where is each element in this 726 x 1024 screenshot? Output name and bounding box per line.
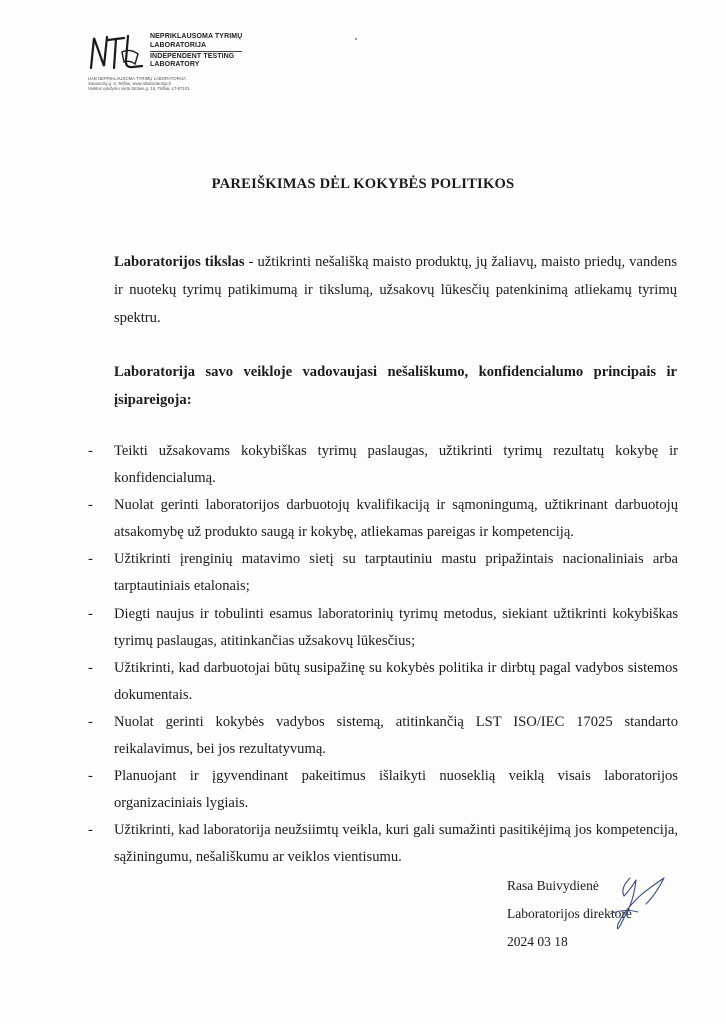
dash-bullet: - [88, 768, 93, 785]
list-item-text: Planuojant ir įgyvendinant pakeitimus išlaikyti nuoseklią veiklą visais laboratorijos organizaciniais lygiais. [114, 768, 678, 812]
list-item-text: Nuolat gerinti kokybės vadybos sistemą, atitinkančią LST ISO/IEC 17025 standarto reikalavimus, bei jos rezultatyvumą. [114, 713, 678, 757]
list-item-text: Užtikrinti, kad laboratorija neužsiimtų veikla, kuri gali sumažinti pasitikėjimą jos kompetencija, sąžiningumu, nešališkumu ar veiklos vientisumu. [114, 822, 678, 866]
company-address [88, 76, 190, 92]
dash-bullet: - [88, 659, 93, 676]
dash-bullet: - [88, 497, 93, 514]
address-line: Savanorių g. 4, Telšiai, www.ntlaboratorija.lt [88, 81, 171, 87]
document-title: PAREIŠKIMAS DĖL KOKYBĖS POLITIKOS [211, 176, 515, 192]
logo-line: LABORATORY [150, 61, 200, 69]
lab-logo [88, 30, 288, 100]
commitment-list [88, 438, 678, 872]
aim-text: - užtikrinti nešališką maisto produktų, jų žaliavų, maisto priedų, vandens ir nuotekų tyrimų patikimumą ir tikslumą, užsakovų lūkesčių patenkinimą atliekamų tyrimų spektru. [114, 254, 677, 326]
list-item [88, 438, 678, 492]
list-item [88, 817, 678, 871]
scan-speck [355, 38, 357, 40]
list-item-text: Diegti naujus ir tobulinti esamus laboratorinių tyrimų metodus, siekiant užtikrinti kokybiškas tyrimų paslaugas, atitinkančias užsakovų lūkesčius; [114, 605, 678, 649]
logo-line: NEPRIKLAUSOMA TYRIMŲ [150, 33, 243, 40]
ntl-logo-mark [88, 30, 144, 74]
dash-bullet: - [88, 443, 93, 459]
signatory-position: Laboratorijos direktorė [507, 906, 632, 921]
signature-date: 2024 03 18 [507, 934, 568, 949]
address-line: UAB NEPRIKLAUSOMA TYRIMŲ LABORATORIJA [88, 76, 186, 81]
list-item-text: Teikti užsakovams kokybiškas tyrimų paslaugas, užtikrinti tyrimų rezultatų kokybę ir konfidencialumą. [114, 443, 678, 486]
list-item [88, 709, 678, 763]
dash-bullet: - [88, 713, 93, 730]
aim-label: Laboratorijos tikslas [114, 254, 245, 270]
list-item [88, 546, 678, 600]
list-item [88, 655, 678, 709]
list-item [88, 763, 678, 817]
address-line: Veiklos vykdymo vieta Stoties g. 15, Telšiai, LT-87101 [88, 86, 190, 92]
list-item-text: Užtikrinti įrenginių matavimo sietį su tarptautiniu mastu pripažintais nacionaliniais arba tarptautiniais etalonais; [114, 551, 678, 595]
signatory-name: Rasa Buivydienė [507, 878, 599, 893]
commitment-intro: Laboratorija savo veikloje vadovaujasi nešališkumo, konfidencialumo principais ir įsipareigoja: [114, 364, 677, 408]
dash-bullet: - [88, 551, 93, 568]
dash-bullet: - [88, 605, 93, 622]
dash-bullet: - [88, 822, 93, 839]
logo-text [150, 33, 242, 70]
list-item [88, 492, 678, 546]
logo-line: INDEPENDENT TESTING [150, 51, 242, 61]
list-item-text: Nuolat gerinti laboratorijos darbuotojų kvalifikaciją ir sąmoningumą, užtikrinant darbuotojų atsakomybę už produkto saugą ir kokybę, atliekamas pareigas ir kompetenciją. [114, 497, 678, 541]
aim-paragraph [114, 248, 677, 332]
list-item [88, 601, 678, 655]
handwritten-signature [590, 868, 670, 938]
logo-line: LABORATORIJA [150, 41, 207, 49]
list-item-text: Užtikrinti, kad darbuotojai būtų susipažinę su kokybės politika ir dirbtų pagal vadybos sistemos dokumentais. [114, 659, 678, 703]
